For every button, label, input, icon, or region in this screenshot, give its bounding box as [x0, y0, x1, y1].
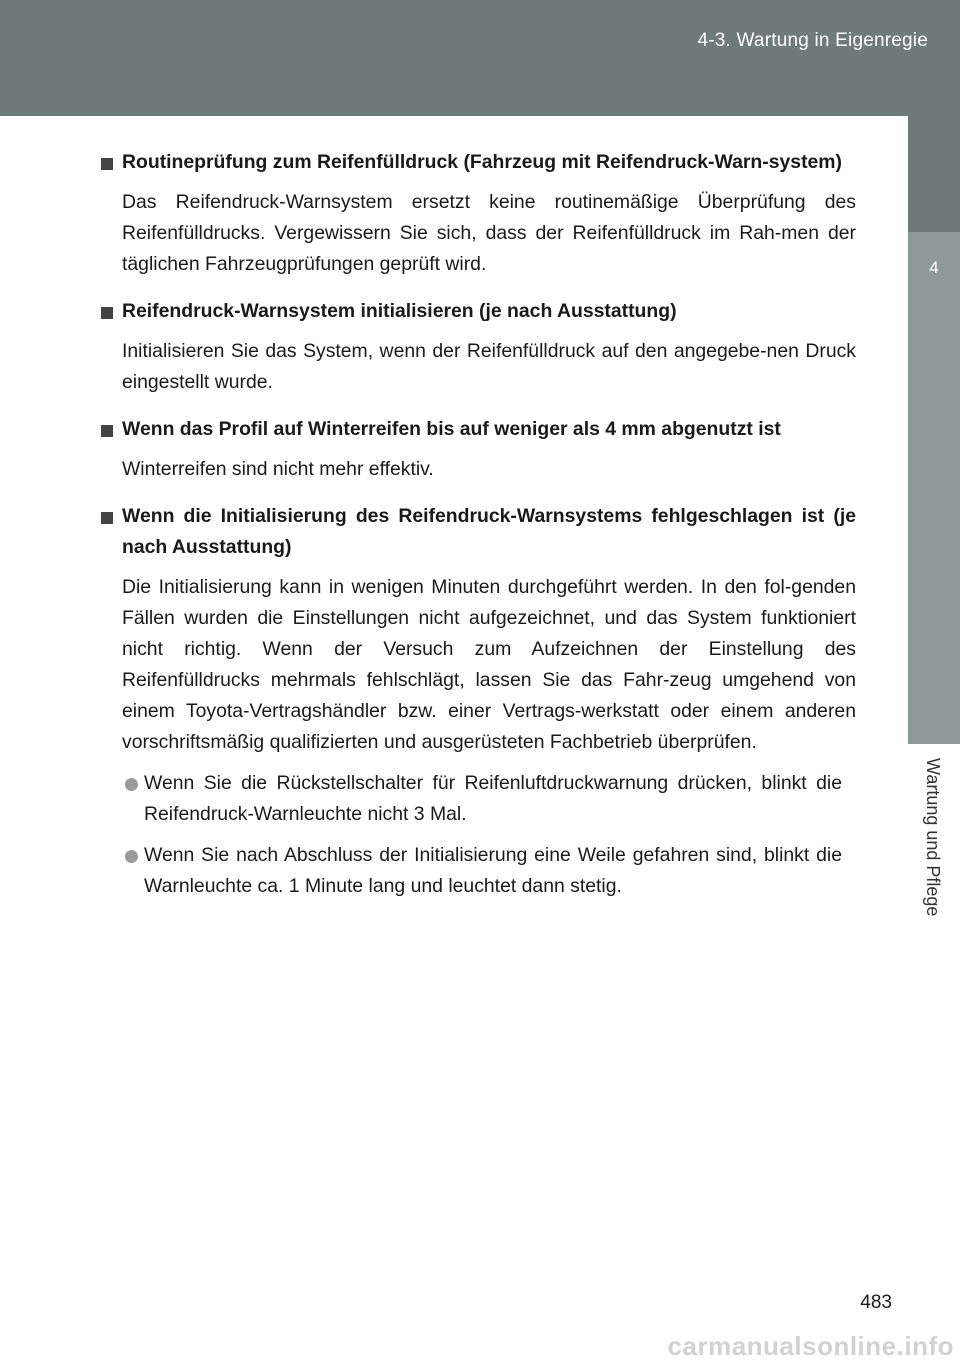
section-routine-check — [100, 147, 856, 280]
list-item-text: Wenn Sie die Rückstellschalter für Reifenluftdruckwarnung drücken, blinkt die Reifendruck-Warnleuchte nicht 3 Mal. — [144, 772, 842, 825]
chapter-number: 4 — [929, 258, 939, 277]
watermark: carmanualsonline.info — [667, 1331, 954, 1361]
section-heading — [100, 501, 856, 563]
page-number: 483 — [860, 1292, 892, 1313]
side-tab-top — [908, 116, 960, 232]
list-item — [100, 768, 856, 830]
circle-bullet-icon — [125, 778, 138, 791]
section-init-failed — [100, 501, 856, 902]
square-bullet-icon — [101, 158, 113, 170]
section-heading-text: Reifendruck-Warnsystem initialisieren (je nach Ausstattung) — [122, 300, 677, 322]
side-tab-chapter — [908, 232, 960, 744]
page-header — [0, 0, 960, 116]
section-paragraph: Initialisieren Sie das System, wenn der Reifenfülldruck auf den angegebe-nen Druck eingestellt wurde. — [122, 340, 856, 393]
section-heading-text: Wenn das Profil auf Winterreifen bis auf weniger als 4 mm abgenutzt ist — [122, 418, 781, 440]
page-content — [100, 147, 856, 918]
section-heading — [100, 414, 856, 445]
section-winter-tires — [100, 414, 856, 485]
section-heading — [100, 147, 856, 178]
square-bullet-icon — [101, 512, 113, 524]
square-bullet-icon — [101, 307, 113, 319]
section-heading — [100, 296, 856, 327]
chapter-title: 4-3. Wartung in Eigenregie — [697, 30, 928, 51]
side-tab-label — [908, 744, 960, 984]
section-paragraph: Das Reifendruck-Warnsystem ersetzt keine routinemäßige Überprüfung des Reifenfülldrucks. Vergewissern Sie sich, dass der Reifenfülldruck im Rah-men der täglichen Fahrzeugprüfungen geprüft wird. — [122, 191, 856, 275]
list-item-text: Wenn Sie nach Abschluss der Initialisierung eine Weile gefahren sind, blinkt die Warnleuchte ca. 1 Minute lang und leuchtet dann stetig. — [144, 844, 842, 897]
chapter-label: Wartung und Pflege — [923, 758, 943, 917]
section-paragraph: Winterreifen sind nicht mehr effektiv. — [122, 458, 434, 480]
section-heading-text: Routineprüfung zum Reifenfülldruck (Fahrzeug mit Reifendruck-Warn-system) — [122, 151, 843, 173]
square-bullet-icon — [101, 425, 113, 437]
section-paragraph: Die Initialisierung kann in wenigen Minuten durchgeführt werden. In den fol-genden Fällen wurden die Einstellungen nicht aufgezeichnet, und das System funktioniert nicht richtig. Wenn der Versuch zum Aufzeichnen der Einstellung des Reifenfülldrucks mehrmals fehlschlägt, lassen Sie das Fahr-zeug umgehend von einem Toyota-Vertragshändler bzw. einer Vertrags-werkstatt oder einem anderen vorschriftsmäßig qualifizierten und ausgerüsteten Fachbetrieb überprüfen. — [122, 576, 856, 753]
circle-bullet-icon — [125, 850, 138, 863]
section-heading-text: Wenn die Initialisierung des Reifendruck-Warnsystems fehlgeschlagen ist (je nach Ausstattung) — [122, 505, 856, 558]
list-item — [100, 840, 856, 902]
section-initialize — [100, 296, 856, 398]
